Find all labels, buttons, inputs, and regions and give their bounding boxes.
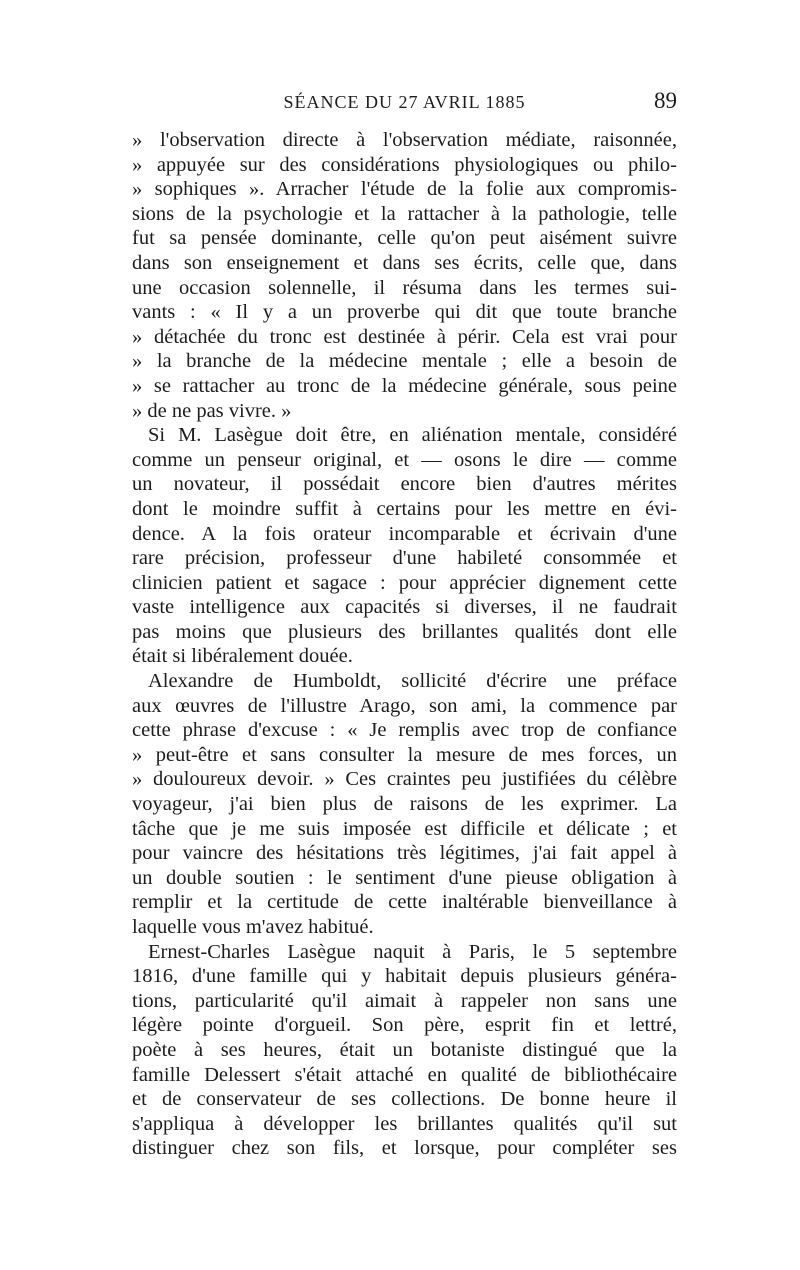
text-line: » l'observation directe à l'observation médiate, raisonnée,: [132, 129, 677, 151]
text-line: une occasion solennelle, il résuma dans les termes sui-: [132, 276, 677, 299]
text-line: fut sa pensée dominante, celle qu'on peut aisément suivre: [132, 227, 677, 250]
text-line: » douloureux devoir. » Ces craintes peu justifiées du célèbre: [132, 768, 677, 791]
text-line: légère pointe d'orgueil. Son père, esprit fin et lettré,: [132, 1014, 677, 1037]
text-line: distinguer chez son fils, et lorsque, pour compléter ses: [132, 1137, 677, 1160]
text-line: famille Delessert s'était attaché en qualité de bibliothécaire: [132, 1063, 677, 1086]
text-line: » appuyée sur des considérations physiologiques ou philo-: [132, 153, 677, 176]
text-line: » se rattacher au tronc de la médecine générale, sous peine: [132, 374, 677, 397]
text-line: vaste intelligence aux capacités si diverses, il ne faudrait: [132, 596, 677, 619]
text-line: un double soutien : le sentiment d'une pieuse obligation à: [132, 866, 677, 889]
text-line: pour vaincre des hésitations très légitimes, j'ai fait appel à: [132, 842, 677, 865]
text-line: tâche que je me suis imposée est difficile et délicate ; et: [132, 817, 677, 840]
text-line: laquelle vous m'avez habitué.: [132, 916, 374, 938]
text-line: sions de la psychologie et la rattacher à la pathologie, telle: [132, 202, 677, 225]
text-line: remplir et la certitude de cette inaltérable bienveillance à: [132, 891, 677, 914]
text-line: vants : « Il y a un proverbe qui dit que toute branche: [132, 301, 677, 324]
text-line: » peut-être et sans consulter la mesure de mes forces, un: [132, 743, 677, 766]
text-line: » la branche de la médecine mentale ; elle a besoin de: [132, 350, 677, 373]
text-line: était si libéralement douée.: [132, 645, 353, 668]
page-header: [132, 86, 677, 126]
text-line: tions, particularité qu'il aimait à rappeler non sans une: [132, 989, 677, 1012]
text-line: Si M. Lasègue doit être, en aliénation mentale, considéré: [148, 424, 677, 447]
page-number: 89: [654, 88, 677, 113]
body-text: [132, 128, 677, 1161]
text-line: un novateur, il possédait encore bien d'autres mérites: [132, 473, 677, 496]
running-title: SÉANCE DU 27 AVRIL 1885: [283, 92, 526, 112]
text-line: dans son enseignement et dans ses écrits, celle que, dans: [132, 251, 677, 274]
text-line: Alexandre de Humboldt, sollicité d'écrire une préface: [148, 670, 677, 693]
text-line: cette phrase d'excuse : « Je remplis avec trop de confiance: [132, 719, 677, 742]
text-line: s'appliqua à développer les brillantes qualités qu'il sut: [132, 1112, 677, 1135]
text-line: » détachée du tronc est destinée à périr. Cela est vrai pour: [132, 325, 677, 348]
text-line: 1816, d'une famille qui y habitait depuis plusieurs généra-: [132, 965, 677, 988]
text-line: Ernest-Charles Lasègue naquit à Paris, le 5 septembre: [148, 940, 677, 963]
text-line: poète à ses heures, était un botaniste distingué que la: [132, 1038, 677, 1061]
text-line: voyageur, j'ai bien plus de raisons de les exprimer. La: [132, 793, 677, 816]
text-line: et de conservateur de ses collections. De bonne heure il: [132, 1088, 677, 1111]
text-line: rare précision, professeur d'une habileté consommée et: [132, 547, 677, 570]
text-line: clinicien patient et sagace : pour apprécier dignement cette: [132, 571, 677, 594]
text-line: pas moins que plusieurs des brillantes qualités dont elle: [132, 620, 677, 643]
text-line: dence. A la fois orateur incomparable et écrivain d'une: [132, 522, 677, 545]
text-line: » sophiques ». Arracher l'étude de la folie aux compromis-: [132, 178, 677, 201]
text-line: » de ne pas vivre. »: [132, 399, 292, 422]
text-line: comme un penseur original, et — osons le dire — comme: [132, 448, 677, 471]
text-line: dont le moindre suffit à certains pour les mettre en évi-: [132, 497, 677, 520]
text-line: aux œuvres de l'illustre Arago, son ami, la commence par: [132, 694, 677, 717]
